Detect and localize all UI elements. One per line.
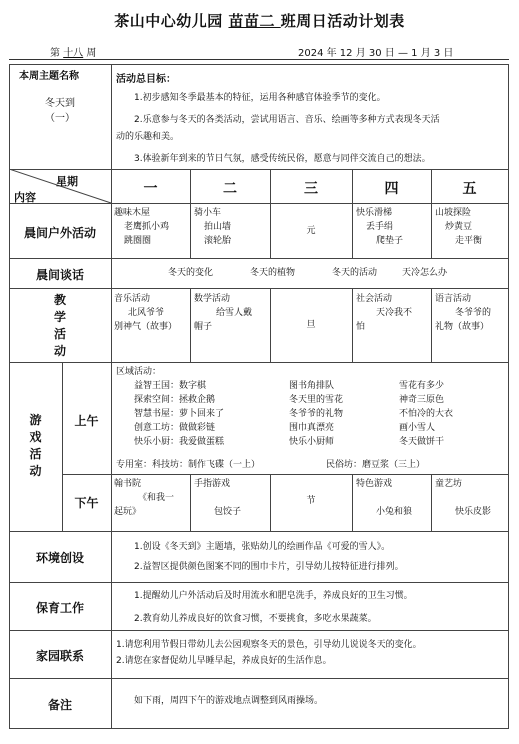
- talk-topic: 天冷怎么办: [402, 268, 448, 278]
- pm-fri: 童艺坊 快乐皮影: [435, 479, 492, 517]
- outdoor-wed: 元: [306, 226, 316, 236]
- talk-topic: 冬天的变化: [168, 268, 214, 278]
- notes-text: 如下雨，周四下午的游戏地点调整到风雨操场。: [134, 696, 324, 706]
- care-item: 1.提醒幼儿户外活动后及时用流水和肥皂洗手，养成良好的卫生习惯。: [134, 591, 413, 601]
- pm-mon: 翰书院 《和我一 起玩》: [114, 479, 175, 517]
- teaching-mon: 音乐活动 北风爷爷 别神气（故事）: [114, 294, 178, 332]
- pm-thu: 特色游戏 小兔和狼: [356, 479, 413, 517]
- teaching-wed: 旦: [306, 320, 316, 330]
- outdoor-thu: 快乐滑梯 丢手绢 爬垫子: [356, 208, 404, 246]
- goal-item: 动的乐趣和美。: [116, 132, 180, 142]
- day-header-thu: 四: [384, 181, 399, 197]
- environment-item: 1.创设《冬天到》主题墙，张贴幼儿的绘画作品《可爱的雪人》。: [134, 542, 391, 552]
- care-item: 2.教育幼儿养成良好的饮食习惯，不要挑食，多吃水果蔬菜。: [134, 614, 377, 624]
- week-number: 第 十八 周: [50, 48, 97, 59]
- theme-part: （一）: [45, 113, 75, 124]
- environment-item: 2.益智区提供颜色图案不同的围巾卡片，引导幼儿按特征进行排列。: [134, 562, 404, 572]
- area-title: 区域活动：: [116, 367, 162, 377]
- special-room: 专用室：科技坊：制作飞碟（一上）: [116, 460, 261, 470]
- teaching-thu: 社会活动 天冷我不 怕: [356, 294, 413, 332]
- pm-wed: 节: [306, 496, 316, 506]
- pm-tue: 手指游戏 包饺子: [194, 479, 242, 517]
- outdoor-fri: 山坡探险 炒黄豆 走平衡: [435, 208, 483, 246]
- date-range: 2024 年 12 月 30 日 — 1 月 3 日: [298, 48, 454, 59]
- notes-label: 备注: [47, 698, 72, 712]
- content-header-label: 内容: [14, 191, 36, 204]
- page-title: 茶山中心幼儿园 苗苗二 班周日活动计划表: [114, 12, 405, 30]
- goal-item: 2.乐意参与冬天的各类活动，尝试用语言、音乐、绘画等多种方式表现冬天活: [134, 115, 440, 125]
- talk-label: 晨间谈话: [35, 268, 84, 282]
- teaching-fri: 语言活动 冬爷爷的 礼物（故事）: [435, 294, 492, 332]
- environment-label: 环境创设: [35, 551, 84, 565]
- theme-label: 本周主题名称: [19, 71, 79, 82]
- care-label: 保育工作: [35, 601, 84, 615]
- outdoor-mon: 趣味木屋 老鹰抓小鸡 跳圈圈: [114, 208, 170, 246]
- goal-item: 3.体验新年到来的节日气氛，感受传统民俗，愿意与同伴交流自己的想法。: [134, 154, 431, 164]
- day-header-mon: 一: [143, 181, 158, 197]
- family-item: 2.请您在家督促幼儿早睡早起，养成良好的生活作息。: [116, 656, 332, 666]
- day-header-wed: 三: [304, 181, 318, 197]
- goals-label: 活动总目标：: [116, 74, 176, 85]
- area-list: 益智王国：数字棋 图书角排队 雪花有多少 探索空间：拯救企鹅 冬天里的雪花 神奇三原色 智慧书屋：萝卜回来了 冬爷爷的礼物 不怕冷的大衣 创意工坊：做做彩链 围巾真漂亮 画小雪人 快乐小厨：我爱做蛋糕 快乐小厨师 冬天做饼干: [134, 381, 454, 447]
- family-item: 1.请您利用节假日带幼儿去公园观察冬天的景色，引导幼儿说说冬天的变化。: [116, 640, 422, 650]
- games-label: 游 戏 活 动: [29, 413, 42, 478]
- day-header-tue: 二: [223, 181, 237, 197]
- goal-item: 1.初步感知冬季最基本的特征，运用各种感官体验季节的变化。: [134, 93, 386, 103]
- outdoor-label: 晨间户外活动: [23, 226, 96, 240]
- teaching-label: 教 学 活 动: [53, 293, 66, 358]
- header-divider: [9, 59, 509, 60]
- theme-name: 冬天到: [45, 98, 75, 109]
- am-label: 上午: [74, 414, 99, 428]
- day-header-fri: 五: [462, 181, 477, 197]
- outdoor-tue: 骑小车 拍山墙 滚轮胎: [194, 208, 232, 246]
- talk-topic: 冬天的活动: [332, 268, 378, 278]
- week-header-label: 星期: [56, 175, 78, 188]
- teaching-tue: 数学活动 给雪人戴 帽子: [194, 294, 253, 332]
- special-room-2: 民俗坊：磨豆浆（三上）: [326, 460, 426, 470]
- family-label: 家园联系: [35, 649, 84, 663]
- talk-topic: 冬天的植物: [250, 268, 296, 278]
- pm-label: 下午: [74, 496, 99, 510]
